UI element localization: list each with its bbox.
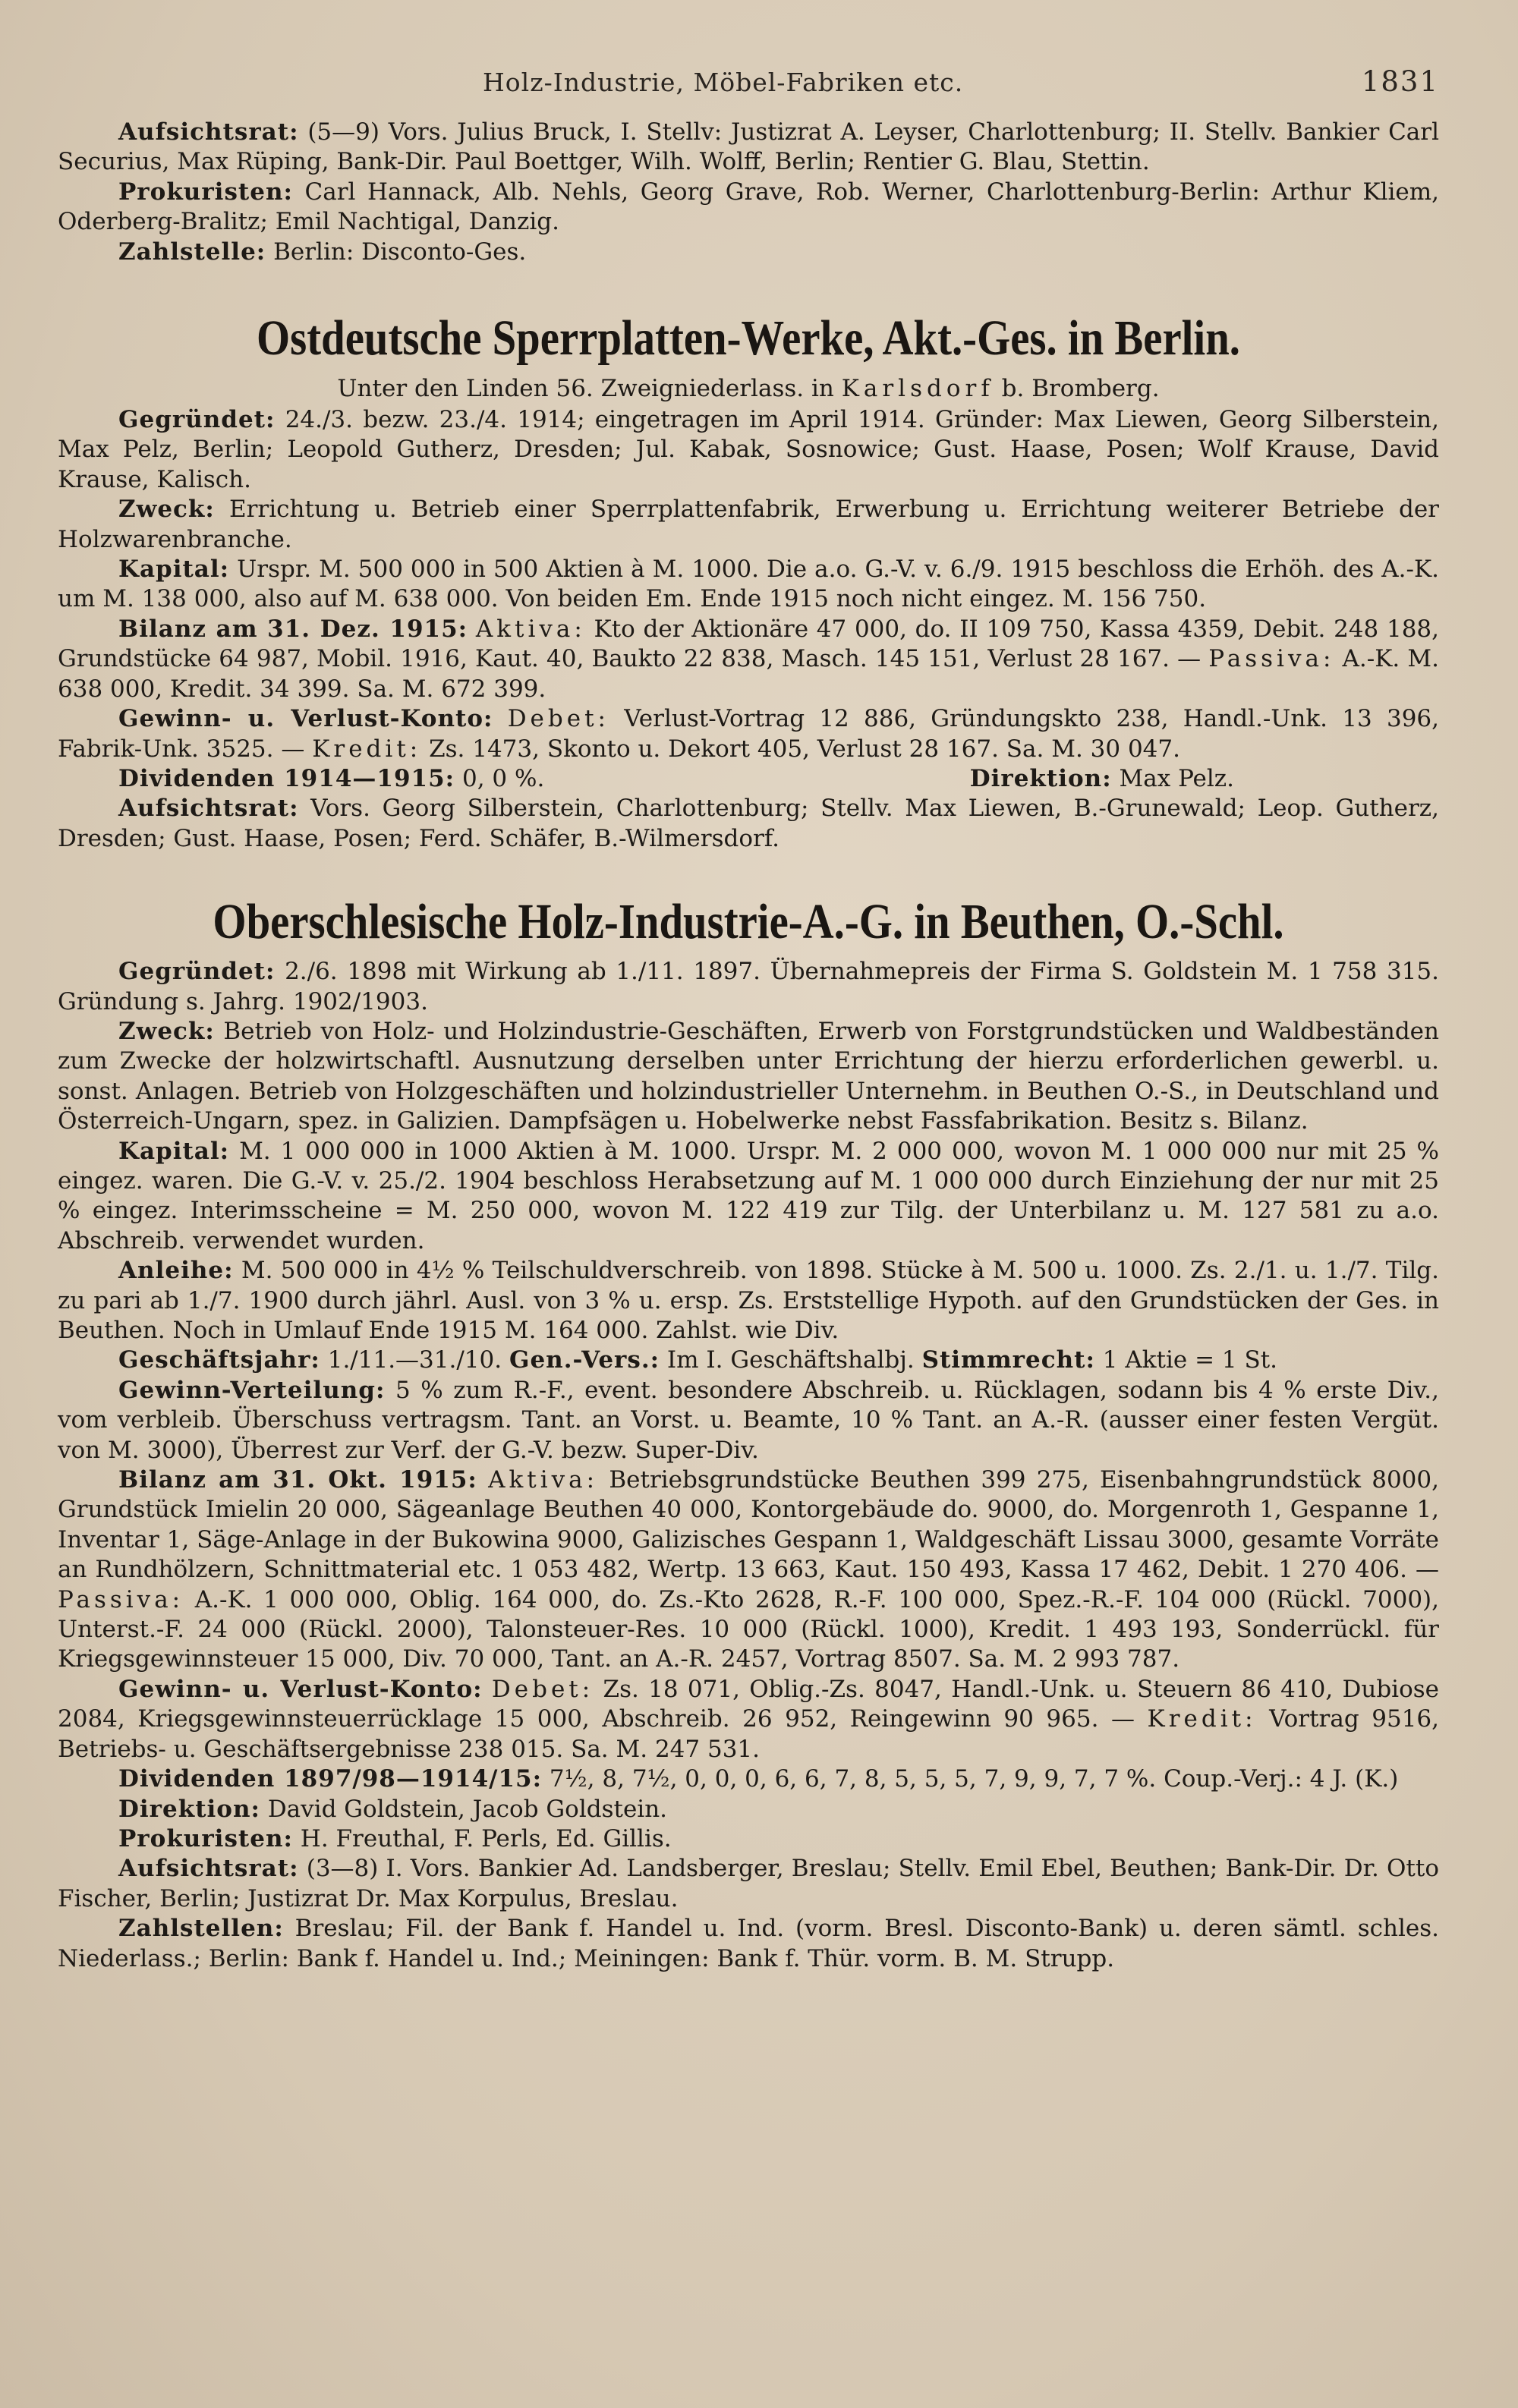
ober-gewinnverteilung: Gewinn-Verteilung: 5 % zum R.-F., event. besondere Abschreib. u. Rücklagen, sodann bis 4 % erste Div., vom verbleib. Überschuss vertragsm. Tant. an Vorst. u. Beamte, 10 % Tant. an A.-R. (ausser einer festen Vergüt. von M. 3000), Überrest zur Verf. der G.-V. bezw. Super-Div. [58,1376,1439,1464]
ober-anleihe: Anleihe: M. 500 000 in 4½ % Teilschuldverschreib. von 1898. Stücke à M. 500 u. 1000. Zs. 2./1. u. 1./7. Tilg. zu pari ab 1./7. 1900 durch jährl. Ausl. von 3 % u. ersp. Zs. Erststellige Hypoth. auf den Grundstücken der Ges. in Beuthen. Noch in Umlauf Ende 1915 M. 164 000. Zahlst. wie Div. [58,1257,1439,1344]
ostdeutsche-aufsichtsrat: Aufsichtsrat: Vors. Georg Silberstein, Charlottenburg; Stellv. Max Liewen, B.-Grunewald; Leop. Gutherz, Dresden; Gust. Haase, Posen; Ferd. Schäfer, B.-Wilmersdorf. [58,795,1439,852]
prev-prokuristen: Prokuristen: Carl Hannack, Alb. Nehls, Georg Grave, Rob. Werner, Charlottenburg-Berlin: Arthur Kliem, Oderberg-Bralitz; Emil Nachtigal, Danzig. [58,178,1439,236]
oberschlesische-title: Oberschlesische Holz-Industrie-A.-G. in Beuthen, O.-Schl. [213,894,1284,950]
ober-zahlstellen: Zahlstellen: Breslau; Fil. der Bank f. Handel u. Ind. (vorm. Bresl. Disconto-Bank) u. deren sämtl. schles. Niederlass.; Berlin: Bank f. Handel u. Ind.; Meiningen: Bank f. Thür. vorm. B. M. Strupp. [58,1915,1439,1972]
ostdeutsche-title: Ostdeutsche Sperrplatten-Werke, Akt.-Ges. in Berlin. [257,310,1240,367]
ostdeutsche-section [58,310,1439,854]
ober-bilanz: Bilanz am 31. Okt. 1915: Aktiva: Betriebsgrundstücke Beuthen 399 275, Eisenbahngrundstück 8000, Grundstück Imielin 20 000, Sägeanlage Beuthen 40 000, Kontorgebäude do. 9000, do. Morgenroth 1, Gespanne 1, Inventar 1, Säge-Anlage in der Bukowina 9000, Galizisches Gespann 1, Waldgeschäft Lissau 3000, gesamte Vorräte an Rundhölzern, Schnittmaterial etc. 1 053 482, Wertp. 13 663, Kaut. 150 493, Kassa 17 462, Debit. 1 270 406. — Passiva: A.-K. 1 000 000, Oblig. 164 000, do. Zs.-Kto 2628, R.-F. 100 000, Spez.-R.-F. 104 000 (Rückl. 7000), Unterst.-F. 24 000 (Rückl. 2000), Talonsteuer-Res. 10 000 (Rückl. 1000), Kredit. 1 493 193, Sonderrückl. für Kriegsgewinnsteuer 15 000, Div. 70 000, Tant. an A.-R. 2457, Vortrag 8507. Sa. M. 2 993 787. [58,1466,1439,1673]
ober-guv: Gewinn- u. Verlust-Konto: Debet: Zs. 18 071, Oblig.-Zs. 8047, Handl.-Unk. u. Steuern 86 410, Dubiose 2084, Kriegsgewinnsteuerrücklage 15 000, Abschreib. 26 952, Reingewinn 90 965. — Kredit: Vortrag 9516, Betriebs- u. Geschäftsergebnisse 238 015. Sa. M. 247 531. [58,1675,1440,1763]
ostdeutsche-address: Unter den Linden 56. Zweigniederlass. in Karlsdorf b. Bromberg. [337,375,1160,403]
ober-aufsichtsrat: Aufsichtsrat: (3—8) I. Vors. Bankier Ad. Landsberger, Breslau; Stellv. Emil Ebel, Beuthen; Bank-Dir. Dr. Otto Fischer, Berlin; Justizrat Dr. Max Korpulus, Breslau. [58,1855,1440,1912]
running-header [58,65,1439,98]
page-number: 1831 [1361,65,1439,98]
prev-zahlstelle: Zahlstelle: Berlin: Disconto-Ges. [118,238,527,266]
ober-gegruendet: Gegründet: 2./6. 1898 mit Wirkung ab 1./11. 1897. Übernahmepreis der Firma S. Goldstein M. 1 758 315. Gründung s. Jahrg. 1902/1903. [58,958,1439,1015]
ostdeutsche-direktion: Direktion: Max Pelz. [969,764,1234,792]
ober-kapital: Kapital: M. 1 000 000 in 1000 Aktien à M. 1000. Urspr. M. 2 000 000, wovon M. 1 000 000 nur mit 25 % eingez. waren. Die G.-V. v. 25./2. 1904 beschloss Herabsetzung auf M. 1 000 000 durch Einziehung der nur mit 25 % eingez. Interimsscheine = M. 250 000, wovon M. 122 419 zur Tilg. der Unterbilanz u. M. 127 581 zu a.o. Abschreib. verwendet wurden. [58,1137,1439,1254]
ostdeutsche-gegruendet: Gegründet: 24./3. bezw. 23./4. 1914; eingetragen im April 1914. Gründer: Max Liewen, Georg Silberstein, Max Pelz, Berlin; Leopold Gutherz, Dresden; Jul. Kabak, Sosnowice; Gust. Haase, Posen; Wolf Krause, David Krause, Kalisch. [58,406,1440,493]
ostdeutsche-dividenden: Dividenden 1914—1915: 0, 0 %. [118,764,545,792]
ober-geschaeftsjahr: Geschäftsjahr: 1./11.—31./10. Gen.-Vers.: Im I. Geschäftshalbj. Stimmrecht: 1 Aktie = 1 St. [118,1346,1278,1374]
header-title: Holz-Industrie, Möbel-Fabriken etc. [483,68,964,97]
ostdeutsche-guv: Gewinn- u. Verlust-Konto: Debet: Verlust-Vortrag 12 886, Gründungskto 238, Handl.-Unk. 13 396, Fabrik-Unk. 3525. — Kredit: Zs. 1473, Skonto u. Dekort 405, Verlust 28 167. Sa. M. 30 047. [58,705,1439,763]
previous-company-section [58,118,1439,267]
ober-direktion: Direktion: David Goldstein, Jacob Goldstein. [118,1795,668,1823]
ostdeutsche-zweck: Zweck: Errichtung u. Betrieb einer Sperrplattenfabrik, Erwerbung u. Errichtung weiterer Betriebe der Holzwarenbranche. [58,496,1439,553]
prev-aufsichtsrat: Aufsichtsrat: (5—9) Vors. Julius Bruck, I. Stellv: Justizrat A. Leyser, Charlottenburg; II. Stellv. Bankier Carl Securius, Max Rüping, Bank-Dir. Paul Boettger, Wilh. Wolff, Berlin; Rentier G. Blau, Stettin. [58,118,1440,176]
ober-dividenden: Dividenden 1897/98—1914/15: 7½, 8, 7½, 0, 0, 0, 6, 6, 7, 8, 5, 5, 5, 7, 9, 9, 7, 7 %. Coup.-Verj.: 4 J. (K.) [118,1765,1399,1793]
ostdeutsche-bilanz: Bilanz am 31. Dez. 1915: Aktiva: Kto der Aktionäre 47 000, do. II 109 750, Kassa 4359, Debit. 248 188, Grundstücke 64 987, Mobil. 1916, Kaut. 40, Baukto 22 838, Masch. 145 151, Verlust 28 167. — Passiva: A.-K. M. 638 000, Kredit. 34 399. Sa. M. 672 399. [58,615,1440,703]
ostdeutsche-dividenden-direktion [58,764,1439,794]
oberschlesische-section [58,893,1439,1974]
ober-prokuristen: Prokuristen: H. Freuthal, F. Perls, Ed. Gillis. [118,1824,672,1852]
ostdeutsche-kapital: Kapital: Urspr. M. 500 000 in 500 Aktien à M. 1000. Die a.o. G.-V. v. 6./9. 1915 beschloss die Erhöh. des A.-K. um M. 138 000, also auf M. 638 000. Von beiden Em. Ende 1915 noch nicht eingez. M. 156 750. [58,556,1440,613]
ober-zweck: Zweck: Betrieb von Holz- und Holzindustrie-Geschäften, Erwerb von Forstgrundstücken und Waldbeständen zum Zwecke der holzwirtschaftl. Ausnutzung derselben unter Errichtung der hierzu erforderlichen gewerbl. u. sonst. Anlagen. Betrieb von Holzgeschäften und holzindustrieller Unternehm. in Beuthen O.-S., in Deutschland und Österreich-Ungarn, spez. in Galizien. Dampfsägen u. Hobelwerke nebst Fassfabrikation. Besitz s. Bilanz. [58,1017,1439,1135]
